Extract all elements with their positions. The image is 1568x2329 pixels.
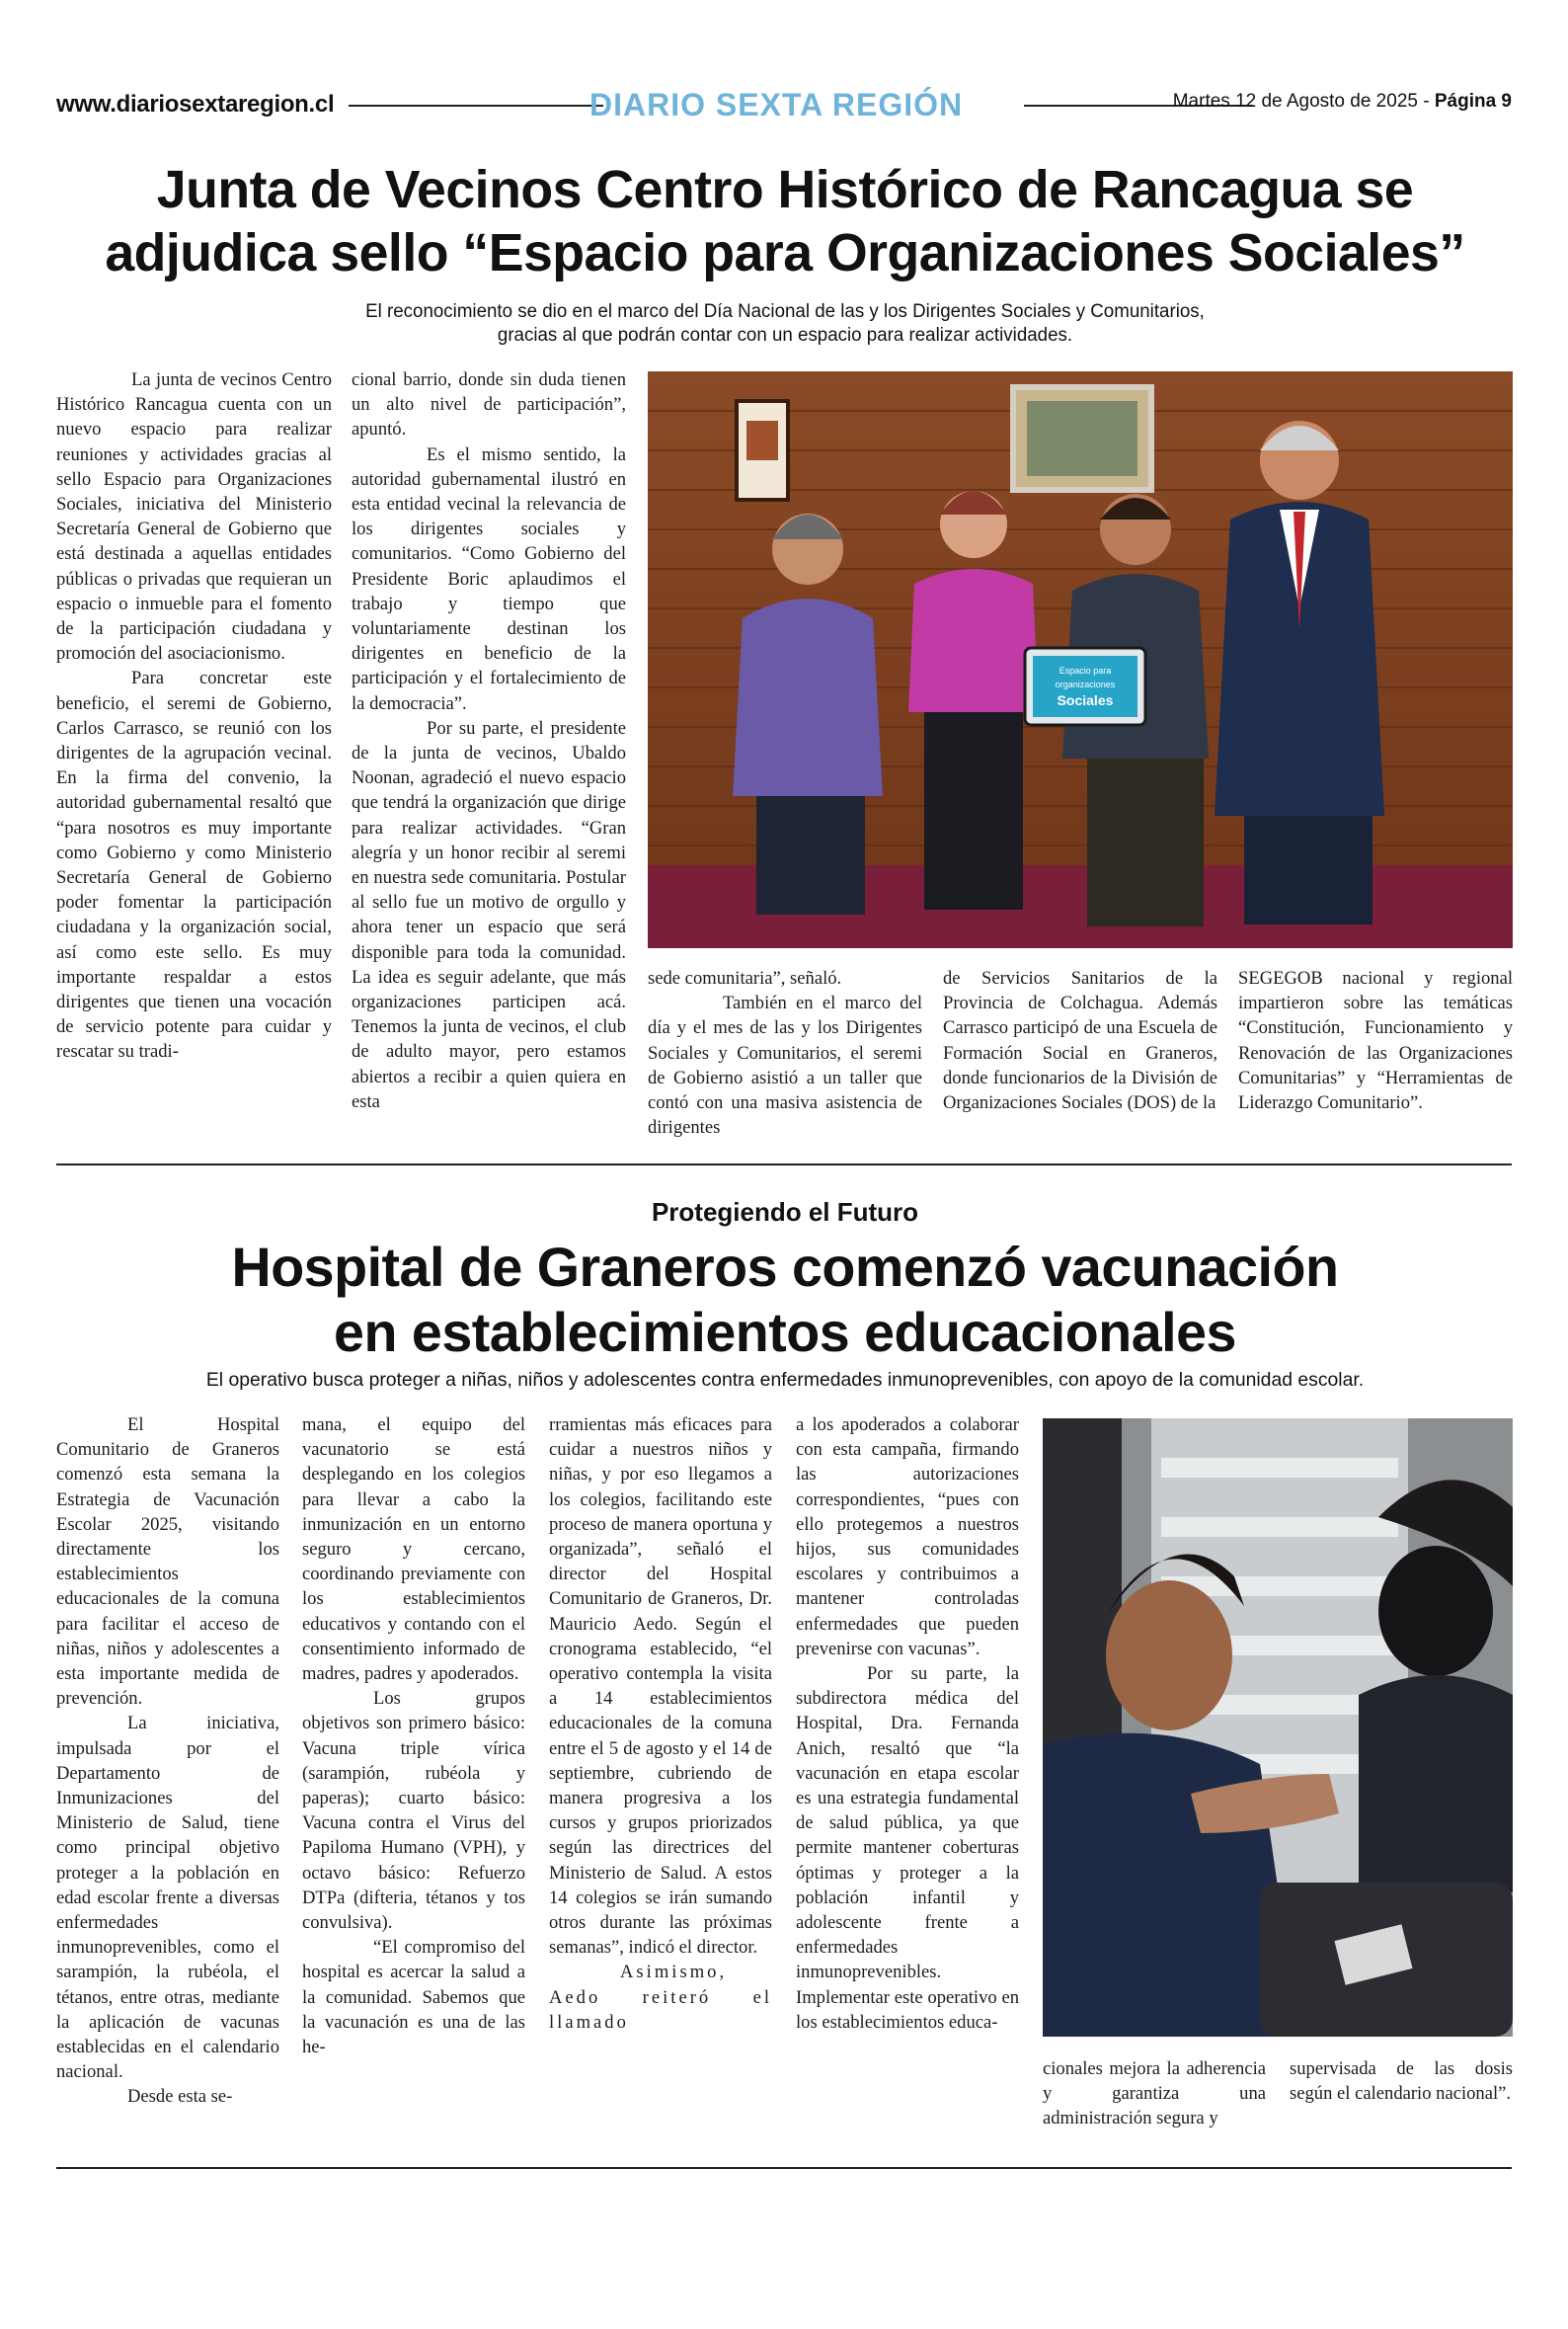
article1-column-2 [352,367,626,1146]
paragraph: mana, el equipo del vacunatorio se está desplegando en los colegios para llevar a cabo la inmunización en un entorno seguro y cercano, coordinando previamente con los establecimientos educativos y contando con el consentimiento informado de madres, padres y apoderados. [302,1414,525,1685]
paragraph: a los apoderados a colaborar con esta campaña, firmando las autorizaciones correspondientes, “pues con ello protegemos a nuestros hijos, sus comunidades escolares y contribuimos a mantener controladas enfermedades que pueden prevenirse con vacunas”. [796,1414,1019,1659]
article1-column-3 [648,966,922,1146]
newspaper-name: DIARIO SEXTA REGIÓN [589,87,964,122]
paragraph: La junta de vecinos Centro Histórico Rancagua cuenta con un nuevo espacio para realizar reuniones y actividades gracias al sello Espacio para Organizaciones Sociales, iniciativa del Ministerio Secretaría General de Gobierno que está destinada a aquellas entidades públicas o privadas que requieran un espacio o inmueble para el fomento de la participación ciudadana y promoción del asociacionismo. [56,369,332,665]
article1-subhead [44,300,1525,348]
vaccination-photo-illustration [1043,1418,1513,2037]
paragraph: Asimismo, Aedo reiteró el llamado [549,1962,772,2033]
article1-column-4 [943,966,1217,1146]
paragraph: cionales mejora la adherencia y garantiza una administración segura y [1043,2058,1266,2129]
bottom-divider [56,2167,1512,2169]
article2-subhead: El operativo busca proteger a niñas, niños y adolescentes contra enfermedades inmunoprevenibles, con apoyo de la comunidad escolar. [205,1369,1365,1391]
article1-headline [39,158,1530,284]
paragraph: También en el marco del día y el mes de las y los Dirigentes Sociales y Comunitarios, el seremi de Gobierno asistió a un taller que contó con una masiva asistencia de dirigentes [648,993,922,1139]
article2-photo [1043,1418,1513,2037]
plaque-line3: Sociales [1057,692,1114,708]
paragraph: supervisada de las dosis según el calendario nacional”. [1290,2058,1513,2105]
article2-column-6 [1290,2056,1513,2147]
paragraph: SEGEGOB nacional y regional impartieron sobre las temáticas “Constitución, Funcionamiento y Renovación de las Organizaciones Comunitarias” y “Herramientas de Liderazgo Comunitario”. [1238,968,1513,1114]
article2-column-3 [549,1412,772,2147]
article1-photo [648,371,1513,948]
paragraph: El Hospital Comunitario de Graneros comenzó esta semana la Estrategia de Vacunación Escolar 2025, visitando directamente los establecimientos educacionales de la comuna para facilitar el acceso de niñas, niños y adolescentes a esta importante medida de prevención. [56,1414,279,1710]
masthead [56,87,1512,126]
paragraph: Por su parte, la subdirectora médica del Hospital, Dra. Fernanda Anich, resaltó que “la vacunación en etapa escolar es una estrategia fundamental de salud pública, ya que permite mantener coberturas óptimas y proteger a la población infantil y adolescente frente a enfermedades inmunoprevenibles. Implementar este operativo en los establecimientos educa- [796,1663,1019,2033]
article1-column-1 [56,367,332,1146]
issue-date-text: Martes 12 de Agosto de 2025 - [1172,91,1435,112]
article1-headline-line1: Junta de Vecinos Centro Histórico de Rancagua se [156,160,1414,219]
article2-headline [39,1235,1530,1365]
site-url[interactable]: www.diariosextaregion.cl [56,91,335,118]
paragraph: Por su parte, el presidente de la junta de vecinos, Ubaldo Noonan, agradeció el nuevo espacio que tendrá la organización que dirige para realizar actividades. “Gran alegría y un honor recibir al seremi en nuestra sede comunitaria. Postular al sello fue un motivo de orgullo y ahora tener un espacio que será disponible para toda la comunidad. La idea es seguir adelante, que más organizaciones participen acá. Tenemos la junta de vecinos, el club de adulto mayor, pero estamos abiertos a recibir a quien quiera en esta [352,717,626,1112]
article2-column-1 [56,1412,279,2147]
article2-headline-line1: Hospital de Graneros comenzó vacunación [231,1236,1339,1298]
plaque-line1: Espacio para [1058,666,1112,676]
paragraph: rramientas más eficaces para cuidar a nuestros niños y niñas, y por eso llegamos a los colegios, facilitando este proceso de manera oportuna y organizada”, señaló el director del Hospital Comunitario de Graneros, Dr. Mauricio Aedo. Según el cronograma establecido, “el operativo contempla la visita a 14 establecimientos educacionales de la comuna entre el 5 de agosto y el 14 de septiembre, cubriendo de manera progresiva a los cursos y grupos priorizados según las directrices del Ministerio de Salud. A estos 14 colegios se irán sumando otros durante las próximas semanas”, indicó el director. [549,1414,772,1959]
issue-date [1173,91,1512,113]
page-number: Página 9 [1434,91,1512,112]
article2-column-4 [796,1412,1019,2147]
article1-subhead-line2: gracias al que podrán contar con un espacio para realizar actividades. [497,325,1073,346]
section-divider [56,1164,1512,1165]
paragraph: Los grupos objetivos son primero básico: Vacuna triple vírica (sarampión, rubéola y paperas); cuarto básico: Vacuna contra el Virus del Papiloma Humano (VPH), y octavo básico: Refuerzo DTPa (difteria, tétanos y tos convulsiva). [302,1688,525,1934]
paragraph: Desde esta se- [127,2086,233,2108]
masthead-rule-left [349,105,603,107]
paragraph: cional barrio, donde sin duda tienen un alto nivel de participación”, apuntó. [352,369,626,441]
paragraph: Para concretar este beneficio, el seremi de Gobierno, Carlos Carrasco, se reunió con los dirigentes de la agrupación vecinal. En la firma del convenio, la autoridad gubernamental resaltó que “para nosotros es muy importante como Gobierno y como Ministerio Secretaría General de Gobierno poder fomentar la participación ciudadana y la organización social, así como este sello. Es muy importante respaldar a estos dirigentes que tienen una vocación de servicio potente para cuidar y rescatar su tradi- [56,668,332,1063]
article2-column-2 [302,1412,525,2147]
article2-column-5 [1043,2056,1266,2147]
plaque-line2: organizaciones [1055,680,1116,689]
article2-headline-line2: en establecimientos educacionales [334,1301,1236,1363]
paragraph: Es el mismo sentido, la autoridad gubernamental ilustró en esta entidad vecinal la relevancia de los dirigentes sociales y comunitarios. “Como Gobierno del Presidente Boric aplaudimos el trabajo y tiempo que voluntariamente destinan los dirigentes en beneficio de la participación y el fortalecimiento de la democracia”. [352,443,626,714]
paragraph: sede comunitaria”, señaló. [648,968,842,989]
article1-headline-line2: adjudica sello “Espacio para Organizaciones Sociales” [105,223,1465,282]
paragraph: La iniciativa, impulsada por el Departamento de Inmunizaciones del Ministerio de Salud, tiene como principal objetivo proteger a la población en edad escolar frente a diversas enfermedades inmunoprevenibles, como el sarampión, la rubéola, el tétanos, entre otras, mediante la aplicación de vacunas establecidas en el calendario nacional. [56,1713,279,2083]
group-photo-illustration [648,371,1513,948]
article1-column-5 [1238,966,1513,1146]
paragraph: de Servicios Sanitarios de la Provincia de Colchagua. Además Carrasco participó de una Escuela de Formación Social en Graneros, donde funcionarios de la División de Organizaciones Sociales (DOS) de la [943,968,1217,1114]
paragraph: “El compromiso del hospital es acercar la salud a la comunidad. Sabemos que la vacunación es una de las he- [302,1937,525,2058]
article1-subhead-line1: El reconocimiento se dio en el marco del Día Nacional de las y los Dirigentes Sociales y Comunitarios, [365,301,1205,322]
article2-kicker: Protegiendo el Futuro [651,1197,919,1227]
